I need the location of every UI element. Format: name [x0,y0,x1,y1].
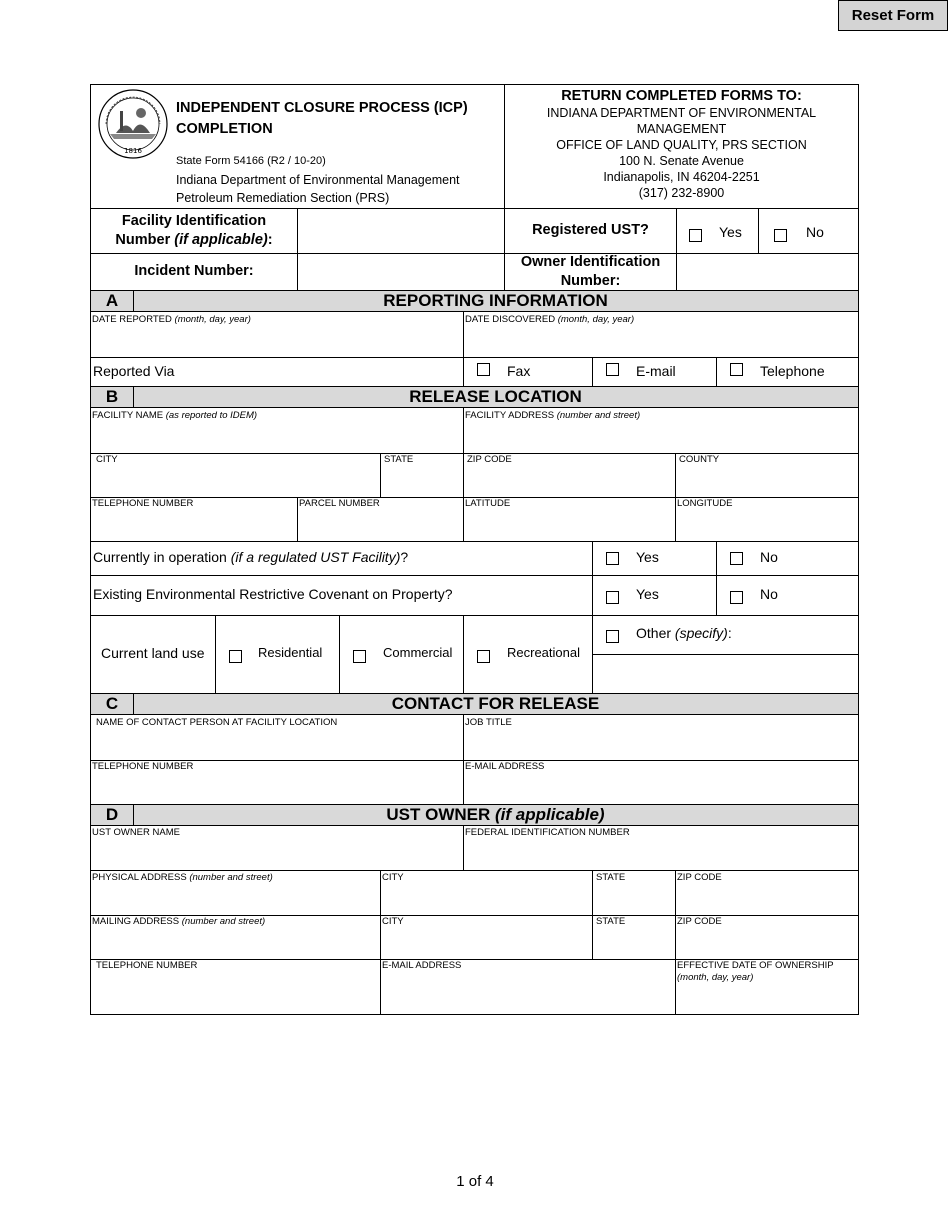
latitude-input[interactable] [464,510,675,540]
in-operation-yes-label: Yes [636,549,659,565]
job-title-label: JOB TITLE [465,717,512,728]
facility-id-label: Facility Identification Number (if applicable): [115,213,273,248]
state-form-number: State Form 54166 (R2 / 10-20) [176,155,326,167]
reported-via-telephone-label: Telephone [760,363,825,379]
zip-code-label: ZIP CODE [467,454,512,465]
incident-number-input[interactable] [298,254,504,290]
mailing-address-input[interactable] [91,928,380,958]
mailing-zip-input[interactable] [676,928,858,958]
contact-name-input[interactable] [91,729,463,759]
county-input[interactable] [676,466,858,496]
facility-telephone-input[interactable] [91,510,297,540]
section-name: Petroleum Remediation Section (PRS) [176,191,390,205]
registered-ust-label: Registered UST? [532,222,649,238]
return-line-3: OFFICE OF LAND QUALITY, PRS SECTION [556,138,807,152]
form-title-line1: INDEPENDENT CLOSURE PROCESS (ICP) [176,100,468,116]
date-discovered-label: DATE DISCOVERED (month, day, year) [465,314,635,325]
section-b-header: B RELEASE LOCATION [91,386,858,408]
mailing-city-input[interactable] [381,928,592,958]
contact-email-input[interactable] [464,773,858,803]
return-line-5: Indianapolis, IN 46204-2251 [603,170,760,184]
reported-via-email-checkbox[interactable] [606,363,619,376]
agency-name: Indiana Department of Environmental Management [176,173,460,187]
reported-via-fax-label: Fax [507,363,531,379]
icp-form [90,84,859,1015]
longitude-label: LONGITUDE [677,498,733,509]
effective-date-label: EFFECTIVE DATE OF OWNERSHIP (month, day, year) [677,960,834,983]
return-line-2: MANAGEMENT [636,122,727,136]
physical-city-input[interactable] [381,884,592,914]
city-label: CITY [96,454,118,465]
owner-id-input[interactable] [677,254,858,290]
owner-email-input[interactable] [381,972,675,1014]
facility-name-input[interactable] [91,422,463,452]
seal-year: 1816 [124,147,142,155]
reported-via-label: Reported Via [93,363,175,379]
registered-ust-no-label: No [806,224,824,240]
section-a-header: A REPORTING INFORMATION [91,290,858,312]
facility-address-input[interactable] [464,422,858,452]
form-title-line2: COMPLETION [176,121,273,137]
facility-address-label: FACILITY ADDRESS (number and street) [465,410,641,421]
reset-form-button[interactable]: Reset Form [838,0,948,31]
mailing-state-input[interactable] [593,928,675,958]
contact-telephone-input[interactable] [91,773,463,803]
physical-state-input[interactable] [593,884,675,914]
land-use-residential-label: Residential [258,645,323,660]
registered-ust-yes-label: Yes [719,224,742,240]
mailing-city-label: CITY [382,916,404,927]
covenant-yes-checkbox[interactable] [606,591,619,604]
in-operation-label: Currently in operation (if a regulated UST Facility)? [93,549,409,565]
land-use-recreational-label: Recreational [507,645,580,660]
reported-via-telephone-checkbox[interactable] [730,363,743,376]
longitude-input[interactable] [676,510,858,540]
owner-telephone-label: TELEPHONE NUMBER [96,960,198,971]
physical-city-label: CITY [382,872,404,883]
contact-email-label: E-MAIL ADDRESS [465,761,545,772]
owner-name-input[interactable] [91,839,463,869]
owner-email-label: E-MAIL ADDRESS [382,960,462,971]
registered-ust-no-checkbox[interactable] [774,229,787,242]
physical-state-label: STATE [596,872,626,883]
mailing-address-label: MAILING ADDRESS (number and street) [92,916,266,927]
owner-telephone-input[interactable] [91,972,380,1014]
job-title-input[interactable] [464,729,858,759]
land-use-other-input[interactable] [593,655,858,693]
covenant-no-checkbox[interactable] [730,591,743,604]
in-operation-no-label: No [760,549,778,565]
land-use-recreational-checkbox[interactable] [477,650,490,663]
in-operation-no-checkbox[interactable] [730,552,743,565]
return-line-6: (317) 232-8900 [638,186,725,200]
contact-name-label: NAME OF CONTACT PERSON AT FACILITY LOCATION [96,717,338,728]
incident-number-label: Incident Number: [134,263,254,279]
land-use-label: Current land use [101,645,205,661]
physical-address-input[interactable] [91,884,380,914]
land-use-commercial-checkbox[interactable] [353,650,366,663]
physical-zip-label: ZIP CODE [677,872,722,883]
date-discovered-input[interactable] [464,326,858,356]
owner-name-label: UST OWNER NAME [92,827,180,838]
facility-telephone-label: TELEPHONE NUMBER [92,498,194,509]
covenant-yes-label: Yes [636,586,659,602]
state-label: STATE [384,454,414,465]
section-d-header: D UST OWNER (if applicable) [91,804,858,826]
reported-via-email-label: E-mail [636,363,676,379]
return-title: RETURN COMPLETED FORMS TO: [561,88,802,104]
latitude-label: LATITUDE [465,498,511,509]
date-reported-label: DATE REPORTED (month, day, year) [92,314,251,325]
federal-id-input[interactable] [464,839,858,869]
registered-ust-yes-checkbox[interactable] [689,229,702,242]
physical-zip-input[interactable] [676,884,858,914]
state-input[interactable] [381,466,463,496]
owner-id-label: Owner Identification Number: [520,254,661,289]
return-line-4: 100 N. Senate Avenue [619,154,744,168]
county-label: COUNTY [679,454,720,465]
zip-code-input[interactable] [464,466,675,496]
facility-id-input[interactable] [298,209,504,253]
return-address-block [505,88,858,201]
federal-id-label: FEDERAL IDENTIFICATION NUMBER [465,827,630,838]
parcel-number-label: PARCEL NUMBER [299,498,380,509]
covenant-label: Existing Environmental Restrictive Covenant on Property? [93,586,453,602]
effective-date-input[interactable] [676,984,858,1014]
land-use-commercial-label: Commercial [383,645,453,660]
return-line-1: INDIANA DEPARTMENT OF ENVIRONMENTAL [546,106,817,120]
section-c-header: C CONTACT FOR RELEASE [91,693,858,715]
land-use-residential-checkbox[interactable] [229,650,242,663]
page-number: 1 of 4 [456,1173,494,1190]
mailing-zip-label: ZIP CODE [677,916,722,927]
mailing-state-label: STATE [596,916,626,927]
parcel-number-input[interactable] [298,510,463,540]
covenant-no-label: No [760,586,778,602]
in-operation-yes-checkbox[interactable] [606,552,619,565]
physical-address-label: PHYSICAL ADDRESS (number and street) [92,872,273,883]
indiana-seal-icon [96,89,170,159]
city-input[interactable] [91,466,380,496]
date-reported-input[interactable] [91,326,463,356]
contact-telephone-label: TELEPHONE NUMBER [92,761,194,772]
reported-via-fax-checkbox[interactable] [477,363,490,376]
land-use-other-checkbox[interactable] [606,630,619,643]
land-use-other-label: Other (specify): [636,625,732,641]
facility-name-label: FACILITY NAME (as reported to IDEM) [92,410,258,421]
